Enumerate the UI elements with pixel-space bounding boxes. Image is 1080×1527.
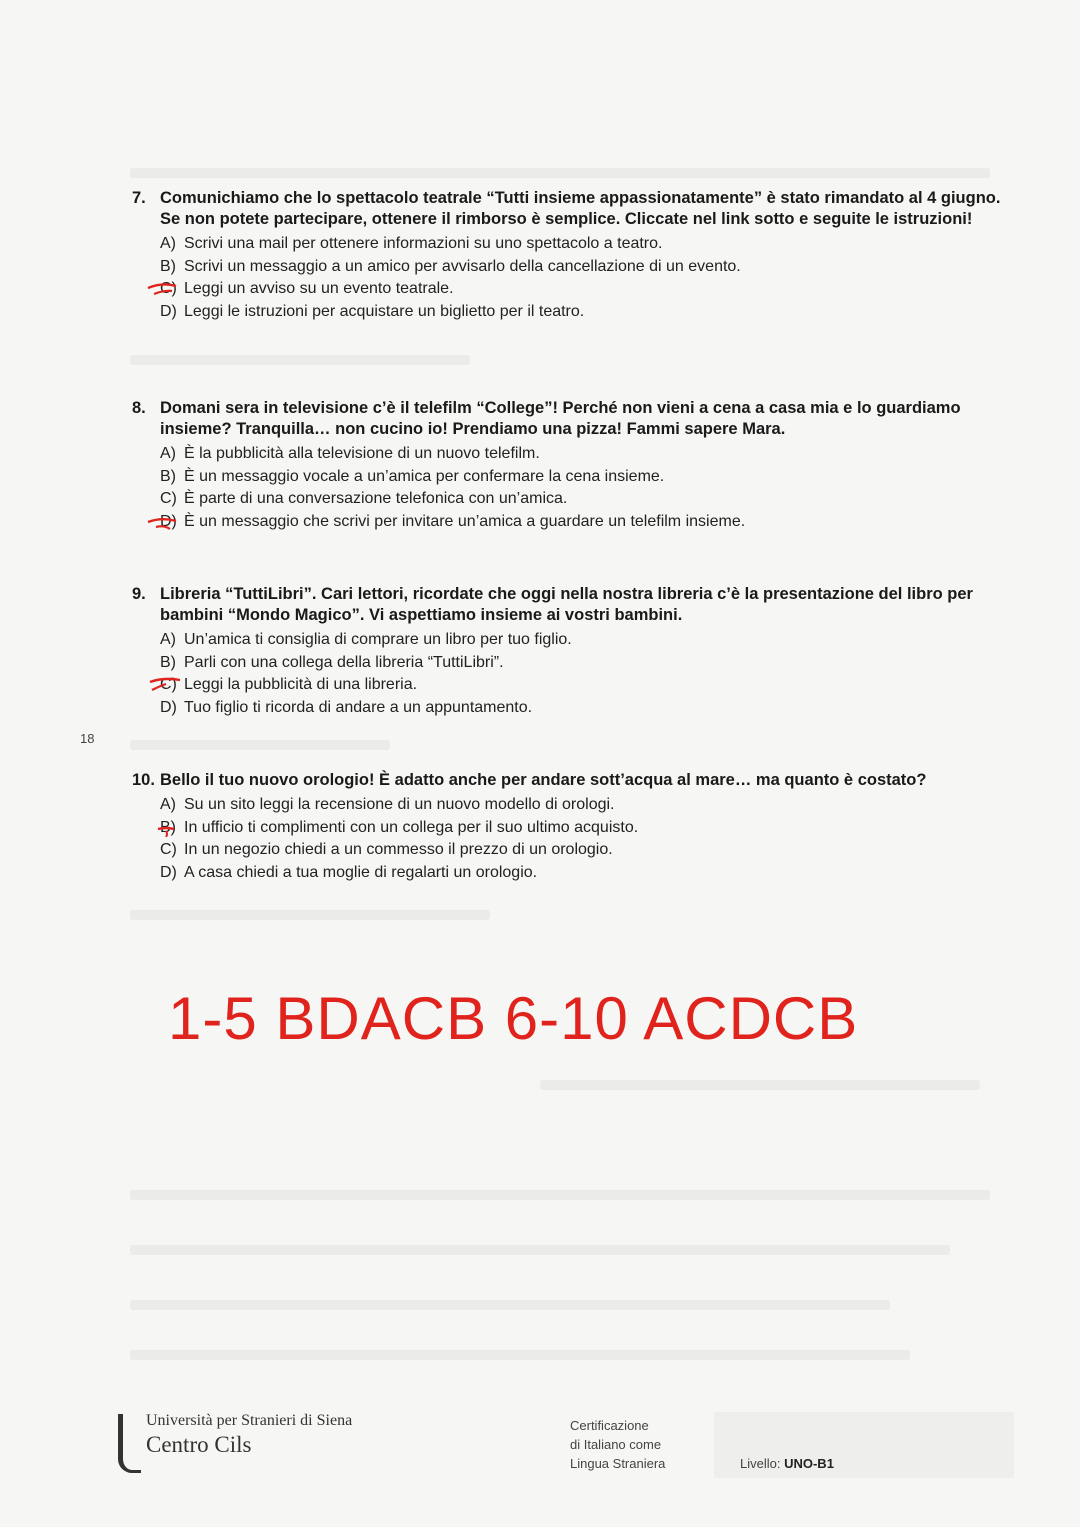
question-text: Libreria “TuttiLibri”. Cari lettori, ricordate che oggi nella nostra libreria c’è la presentazione del libro per bambini “Mondo Magico”. Vi aspettiamo insieme ai vostri bambini. (160, 585, 973, 624)
level-label (740, 1456, 834, 1471)
question-number: 8. (132, 399, 146, 417)
option-a (160, 794, 1012, 817)
cert-line: di Italiano come (570, 1437, 662, 1452)
option-d (160, 301, 1012, 324)
option-d (160, 511, 1012, 534)
bleed-through-line (130, 1245, 950, 1255)
option-text: Scrivi un messaggio a un amico per avvisarlo della cancellazione di un evento. (184, 257, 741, 275)
option-text: Leggi un avviso su un evento teatrale. (184, 280, 454, 297)
option-letter: B) (160, 818, 176, 836)
handwritten-answer-key: 1-5 BDACB 6-10 ACDCB (168, 985, 859, 1052)
option-letter: B) (160, 653, 176, 671)
option-text: È un messaggio vocale a un’amica per confermare la cena insieme. (184, 467, 665, 485)
level-caption: Livello: (740, 1456, 781, 1471)
option-text: Su un sito leggi la recensione di un nuovo modello di orologi. (184, 796, 615, 813)
option-text: Parli con una collega della libreria “TuttiLibri”. (184, 653, 504, 671)
option-text: Leggi le istruzioni per acquistare un biglietto per il teatro. (184, 302, 585, 320)
university-name: Università per Stranieri di Siena (146, 1412, 353, 1429)
option-b (160, 256, 1012, 279)
centre-name: Centro Cils (146, 1432, 252, 1457)
bleed-through-line (540, 1080, 980, 1090)
question-7 (132, 188, 1012, 323)
option-d (160, 697, 1012, 720)
question-10 (132, 770, 1012, 884)
option-c (160, 839, 1012, 862)
option-c (160, 278, 1012, 301)
option-a (160, 629, 1012, 652)
option-c (160, 488, 1012, 511)
question-text: Comunichiamo che lo spettacolo teatrale “Tutti insieme appassionatamente” è stato rimandato al 4 giugno. Se non potete partecipare, ottenere il rimborso è semplice. Cliccate nel link sotto e seguite le istruzioni! (160, 189, 1001, 228)
option-letter: D) (160, 302, 177, 320)
question-9 (132, 584, 1012, 719)
option-letter: A) (160, 631, 176, 648)
option-b (160, 466, 1012, 489)
option-text: Un’amica ti consiglia di comprare un libro per tuo figlio. (184, 631, 572, 648)
bleed-through-line (130, 740, 390, 750)
option-letter: A) (160, 445, 176, 462)
option-d (160, 862, 1012, 885)
option-text: Leggi la pubblicità di una libreria. (184, 676, 418, 693)
option-text: È la pubblicità alla televisione di un nuovo telefilm. (184, 445, 540, 462)
option-letter: D) (160, 863, 177, 881)
cert-line: Lingua Straniera (570, 1456, 666, 1471)
question-number: 7. (132, 189, 146, 207)
option-letter: C) (160, 280, 177, 297)
cert-line: Certificazione (570, 1418, 649, 1433)
option-letter: A) (160, 235, 176, 252)
bleed-through-line (130, 1190, 990, 1200)
option-letter: B) (160, 467, 176, 485)
question-text: Domani sera in televisione c’è il telefilm “College”! Perché non vieni a cena a casa mia e lo guardiamo insieme? Tranquilla… non cucino io! Prendiamo una pizza! Fammi sapere Mara. (160, 399, 961, 438)
bleed-through-line (130, 168, 990, 178)
option-text: A casa chiedi a tua moglie di regalarti un orologio. (184, 863, 538, 881)
option-letter: B) (160, 257, 176, 275)
level-value: UNO-B1 (784, 1456, 834, 1471)
option-letter: D) (160, 512, 177, 530)
bleed-through-line (130, 910, 490, 920)
option-letter: C) (160, 676, 177, 693)
option-a (160, 443, 1012, 466)
question-text: Bello il tuo nuovo orologio! È adatto anche per andare sott’acqua al mare… ma quanto è costato? (160, 771, 927, 789)
option-letter: A) (160, 796, 176, 813)
question-number: 9. (132, 585, 146, 603)
certification-label (570, 1416, 665, 1473)
logo-bracket-icon (118, 1414, 141, 1473)
university-logo (118, 1410, 418, 1470)
page-number: 18 (80, 731, 95, 746)
option-text: Tuo figlio ti ricorda di andare a un appuntamento. (184, 698, 533, 716)
bleed-through-line (130, 1300, 890, 1310)
question-8 (132, 398, 1012, 533)
option-b (160, 817, 1012, 840)
option-text: È un messaggio che scrivi per invitare un’amica a guardare un telefilm insieme. (184, 512, 746, 530)
bleed-through-line (130, 355, 470, 365)
option-a (160, 233, 1012, 256)
option-b (160, 652, 1012, 675)
option-text: In ufficio ti complimenti con un collega per il suo ultimo acquisto. (184, 818, 639, 836)
option-c (160, 674, 1012, 697)
option-text: Scrivi una mail per ottenere informazioni su uno spettacolo a teatro. (184, 235, 663, 252)
option-letter: D) (160, 698, 177, 716)
question-number: 10. (132, 771, 155, 789)
option-letter: C) (160, 841, 177, 858)
option-text: In un negozio chiedi a un commesso il prezzo di un orologio. (184, 841, 613, 858)
option-letter: C) (160, 490, 177, 507)
bleed-through-line (130, 1350, 910, 1360)
option-text: È parte di una conversazione telefonica con un’amica. (184, 490, 568, 507)
